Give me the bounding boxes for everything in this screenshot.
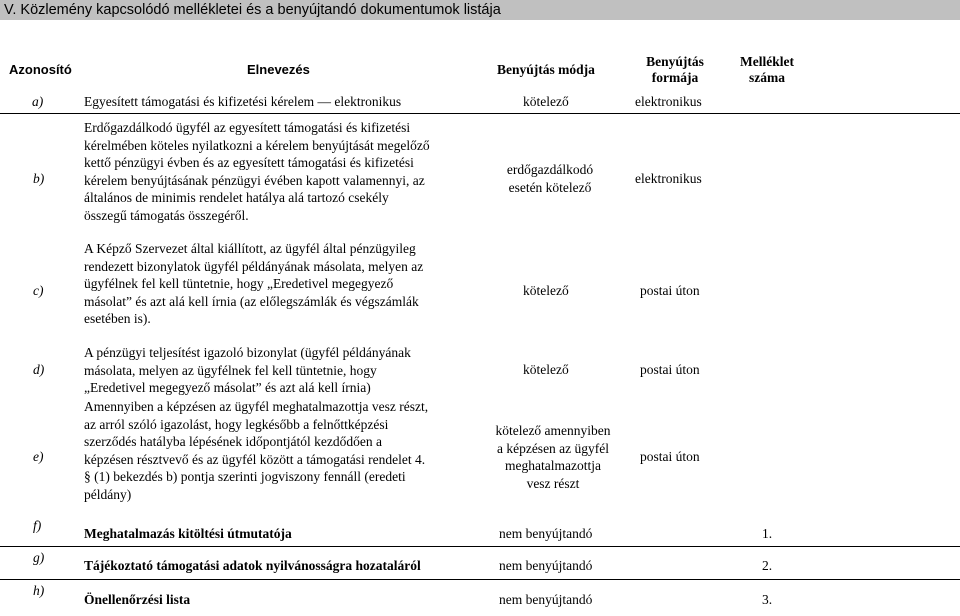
row-c-name-line: rendezett bizonylatok ügyfél példányának másolata, melyen az xyxy=(84,258,424,274)
divider xyxy=(0,113,960,114)
row-b-name-line: összegű támogatás összegéről. xyxy=(84,207,249,223)
row-e-method-line: a képzésen az ügyfél xyxy=(496,440,610,456)
row-h-name: Önellenőrzési lista xyxy=(84,592,191,607)
row-e-name-line: képzésen résztvevő és az ügyfél között a támogatási rendelet 4. xyxy=(84,451,426,467)
row-e-name-line: szerződés hatályba lépésének időpontjától kezdődően a xyxy=(84,434,383,449)
header-form-line2: formája xyxy=(651,70,699,85)
header-form-line1: Benyújtás xyxy=(646,54,704,69)
row-f-attachment: 1. xyxy=(762,526,773,541)
row-e-method-line: vesz részt xyxy=(526,475,580,491)
row-d-method: kötelező xyxy=(523,362,569,377)
row-d-name-line: másolata, melyen az ügyfélnek fel kell tüntetnie, hogy xyxy=(84,362,377,378)
row-d-name-line: „Eredetivel megegyező másolat” és azt alá kell írnia) xyxy=(84,380,371,395)
row-e-method-line: kötelező amennyiben xyxy=(495,423,611,438)
row-b-name-line: általános de minimis rendelet hatálya alá tartozó csekély xyxy=(84,190,389,205)
row-a-form: elektronikus xyxy=(635,94,702,109)
row-b-name-line: kérelem benyújtásának pénzügyi évében kapott valamennyi, az xyxy=(84,172,425,188)
row-h-method: nem benyújtandó xyxy=(499,592,593,607)
row-d-name xyxy=(84,344,484,397)
header-attach-line2: száma xyxy=(749,70,785,85)
row-d-id: d) xyxy=(33,362,45,377)
row-c-name-line: esetében is). xyxy=(84,311,151,326)
row-b-method-line1: erdőgazdálkodó xyxy=(506,162,594,177)
divider xyxy=(0,579,960,580)
header-method: Benyújtás módja xyxy=(497,62,595,77)
row-c-method: kötelező xyxy=(523,283,569,298)
row-e-method-line: meghatalmazottja xyxy=(505,458,601,473)
row-b-id: b) xyxy=(33,171,45,186)
row-d-name-line: A pénzügyi teljesítést igazoló bizonylat (ügyfél példányának xyxy=(84,345,411,360)
row-e-form: postai úton xyxy=(640,449,700,464)
row-e-name-line: példány) xyxy=(84,486,132,502)
divider xyxy=(0,546,960,547)
row-b-name xyxy=(84,119,484,224)
row-f-name: Meghatalmazás kitöltési útmutatója xyxy=(84,526,292,541)
row-e-name-line: az arról szóló igazolást, hogy legkésőbb a felnőttképzési xyxy=(84,416,389,432)
row-g-id: g) xyxy=(33,550,45,565)
row-c-name-line: másolat” és azt alá kell írnia (az előlegszámlák és végszámlák xyxy=(84,293,419,309)
row-c-name-line: A Képző Szervezet által kiállított, az ügyfél által pénzügyileg xyxy=(84,241,416,256)
row-e-name xyxy=(84,398,484,503)
row-a-method: kötelező xyxy=(523,94,569,109)
row-e-name-line: § (1) bekezdés b) pontja szerinti jogviszony fennáll (eredeti xyxy=(84,469,406,484)
row-b-name-line: kérelmében köteles nyilatkozni a kérelem benyújtását megelőző xyxy=(84,137,430,153)
header-attach-line1: Melléklet xyxy=(740,54,794,69)
row-e-name-line: Amennyiben a képzésen az ügyfél meghatalmazottja vesz részt, xyxy=(84,399,429,414)
row-f-id: f) xyxy=(33,518,42,533)
row-h-attachment: 3. xyxy=(762,592,773,607)
row-d-form: postai úton xyxy=(640,362,700,377)
row-c-name xyxy=(84,240,484,328)
row-f-method: nem benyújtandó xyxy=(499,526,593,541)
row-c-name-line: ügyfélnek fel kell tüntetnie, hogy „Eredetivel megegyező xyxy=(84,276,394,291)
row-b-form: elektronikus xyxy=(635,171,702,186)
row-b-name-line: kettő pénzügyi évben és az egyesített támogatási és kifizetési xyxy=(84,155,414,170)
row-g-method: nem benyújtandó xyxy=(499,558,593,573)
row-h-id: h) xyxy=(33,583,45,598)
row-b-name-line: Erdőgazdálkodó ügyfél az egyesített támogatási és kifizetési xyxy=(84,120,411,135)
row-g-attachment: 2. xyxy=(762,558,773,573)
section-title: V. Közlemény kapcsolódó mellékletei és a benyújtandó dokumentumok listája xyxy=(0,0,960,20)
header-name: Elnevezés xyxy=(247,62,310,77)
row-a-id: a) xyxy=(32,94,44,109)
row-b-method-line2: esetén kötelező xyxy=(508,180,592,195)
row-c-form: postai úton xyxy=(640,283,700,298)
row-g-name: Tájékoztató támogatási adatok nyilvánosságra hozataláról xyxy=(84,558,421,573)
header-id: Azonosító xyxy=(9,62,72,77)
row-e-id: e) xyxy=(33,449,44,464)
row-a-name: Egyesített támogatási és kifizetési kérelem — elektronikus xyxy=(84,94,402,109)
row-e-method xyxy=(478,422,628,492)
row-c-id: c) xyxy=(33,283,44,298)
